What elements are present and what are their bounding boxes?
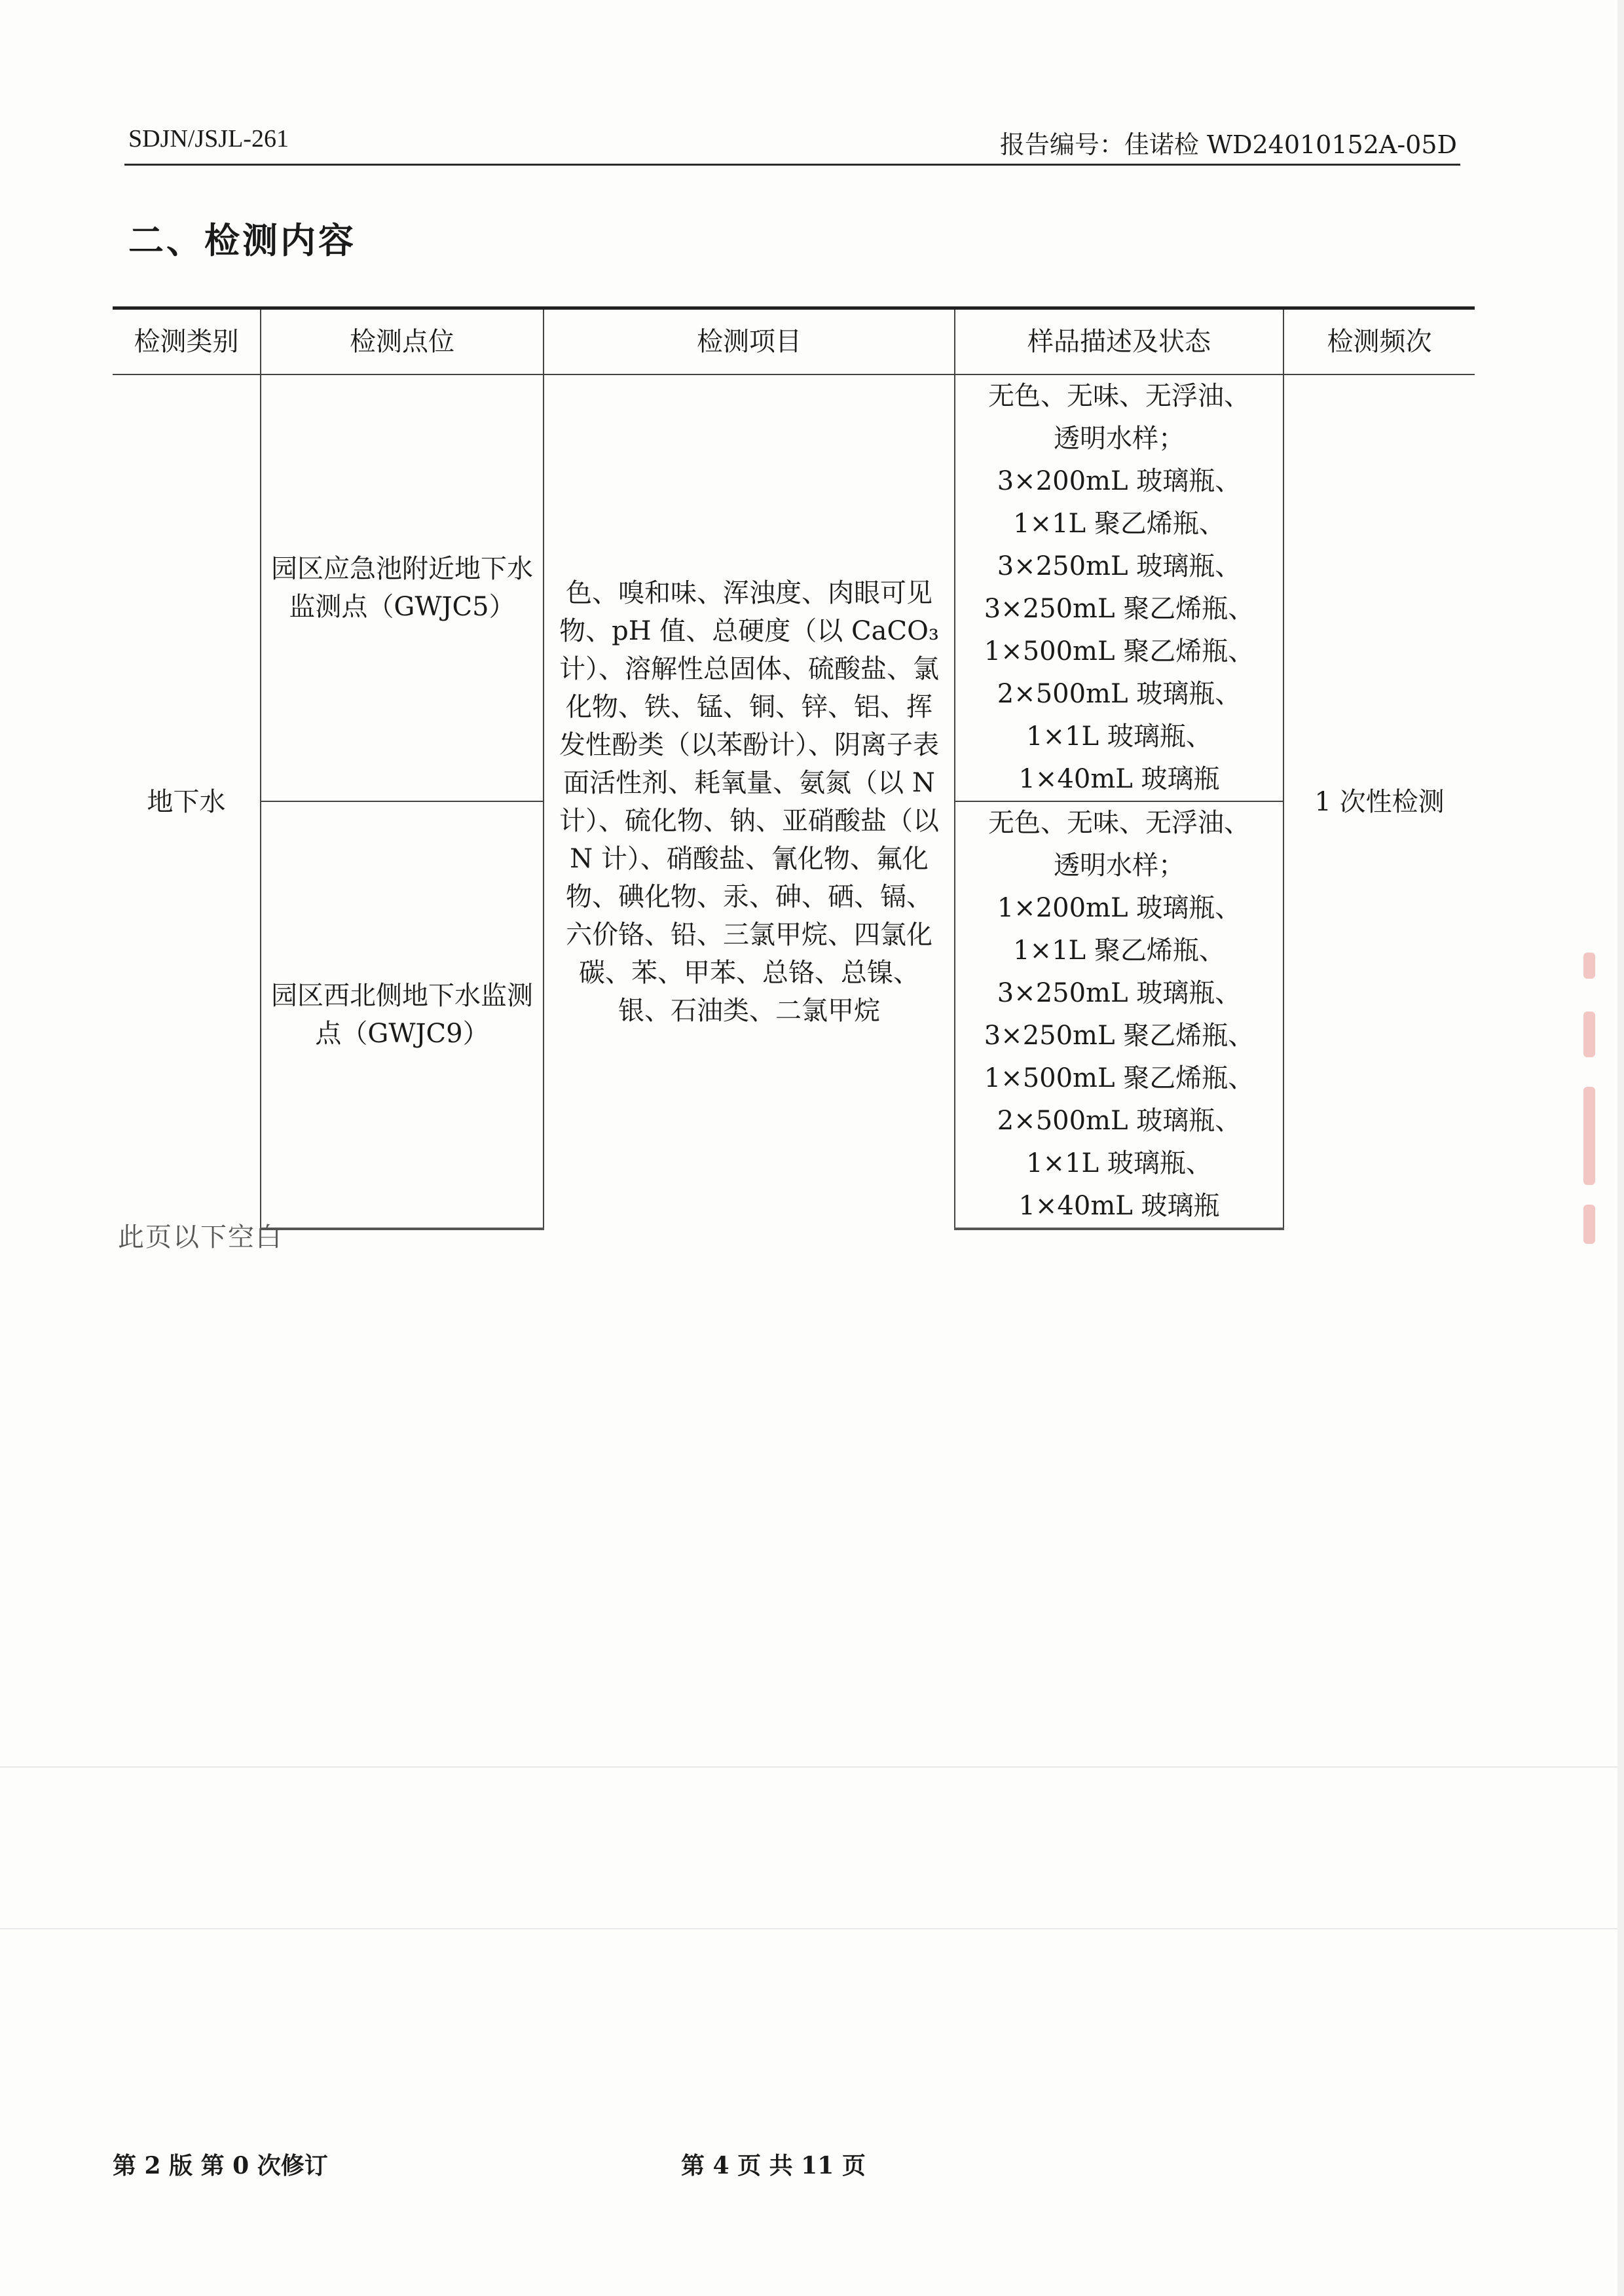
page-number: 第 4 页 共 11 页 (681, 2152, 866, 2179)
scan-divider (0, 1766, 1624, 1768)
description-line: 1×40mL 玻璃瓶 (1018, 1191, 1220, 1221)
header-description: 样品描述及状态 (955, 308, 1283, 375)
scan-divider (0, 1928, 1624, 1929)
blank-below-note: 此页以下空白 (118, 1222, 283, 1252)
section-title: 二、检测内容 (128, 219, 356, 261)
description-line: 2×500mL 玻璃瓶、 (997, 1106, 1242, 1136)
description-line: 3×250mL 玻璃瓶、 (997, 551, 1242, 581)
description-line: 2×500mL 玻璃瓶、 (997, 679, 1242, 709)
frequency-cell: 1 次性检测 (1283, 374, 1475, 1229)
description-line: 1×1L 聚乙烯瓶、 (1013, 509, 1225, 539)
category-cell: 地下水 (113, 374, 261, 1229)
position-cell: 园区应急池附近地下水监测点（GWJC5） (261, 374, 544, 801)
description-line: 无色、无味、无浮油、 (988, 808, 1250, 838)
description-line: 3×250mL 聚乙烯瓶、 (984, 594, 1255, 624)
table-header-row (113, 308, 1475, 375)
table-row (113, 374, 1475, 801)
seal-fragment (1583, 1011, 1595, 1057)
description-line: 3×200mL 玻璃瓶、 (997, 466, 1242, 496)
description-line: 1×200mL 玻璃瓶、 (997, 893, 1242, 923)
description-line: 1×40mL 玻璃瓶 (1018, 764, 1220, 794)
description-line: 无色、无味、无浮油、 (988, 381, 1250, 411)
document-code: SDJN/JSJL-261 (128, 125, 289, 153)
description-line: 1×500mL 聚乙烯瓶、 (984, 1063, 1255, 1093)
revision-label: 第 2 版 第 0 次修订 (113, 2152, 328, 2179)
description-line: 1×1L 聚乙烯瓶、 (1013, 936, 1225, 966)
description-line: 3×250mL 玻璃瓶、 (997, 978, 1242, 1008)
description-line: 透明水样； (1054, 850, 1185, 881)
description-cell (955, 374, 1283, 801)
seal-fragment (1583, 1087, 1595, 1185)
header-rule (124, 164, 1460, 166)
position-cell: 园区西北侧地下水监测点（GWJC9） (261, 801, 544, 1229)
detection-content-table (113, 306, 1475, 1230)
description-line: 3×250mL 聚乙烯瓶、 (984, 1021, 1255, 1051)
description-line: 1×500mL 聚乙烯瓶、 (984, 636, 1255, 666)
header-frequency: 检测频次 (1283, 308, 1475, 375)
report-number: 报告编号：佳诺检 WD24010152A-05D (999, 130, 1457, 159)
scan-edge (1617, 0, 1624, 2296)
seal-fragment (1583, 1205, 1595, 1244)
header-position: 检测点位 (261, 308, 544, 375)
description-line: 1×1L 玻璃瓶、 (1026, 721, 1212, 752)
header-category: 检测类别 (113, 308, 261, 375)
seal-fragment (1583, 953, 1595, 979)
description-cell (955, 801, 1283, 1229)
header-items: 检测项目 (544, 308, 955, 375)
description-line: 透明水样； (1054, 424, 1185, 454)
description-line: 1×1L 玻璃瓶、 (1026, 1148, 1212, 1178)
items-cell: 色、嗅和味、浑浊度、肉眼可见物、pH 值、总硬度（以 CaCO₃ 计）、溶解性总固体、硫酸盐、氯化物、铁、锰、铜、锌、铝、挥发性酚类（以苯酚计）、阴离子表面活性剂、耗氧量、氨氮（以 N 计）、硫化物、钠、亚硝酸盐（以 N 计）、硝酸盐、氰化物、氟化物、碘化物、汞、砷、硒、镉、六价铬、铅、三氯甲烷、四氯化碳、苯、甲苯、总铬、总镍、银、石油类、二氯甲烷 (544, 374, 955, 1229)
